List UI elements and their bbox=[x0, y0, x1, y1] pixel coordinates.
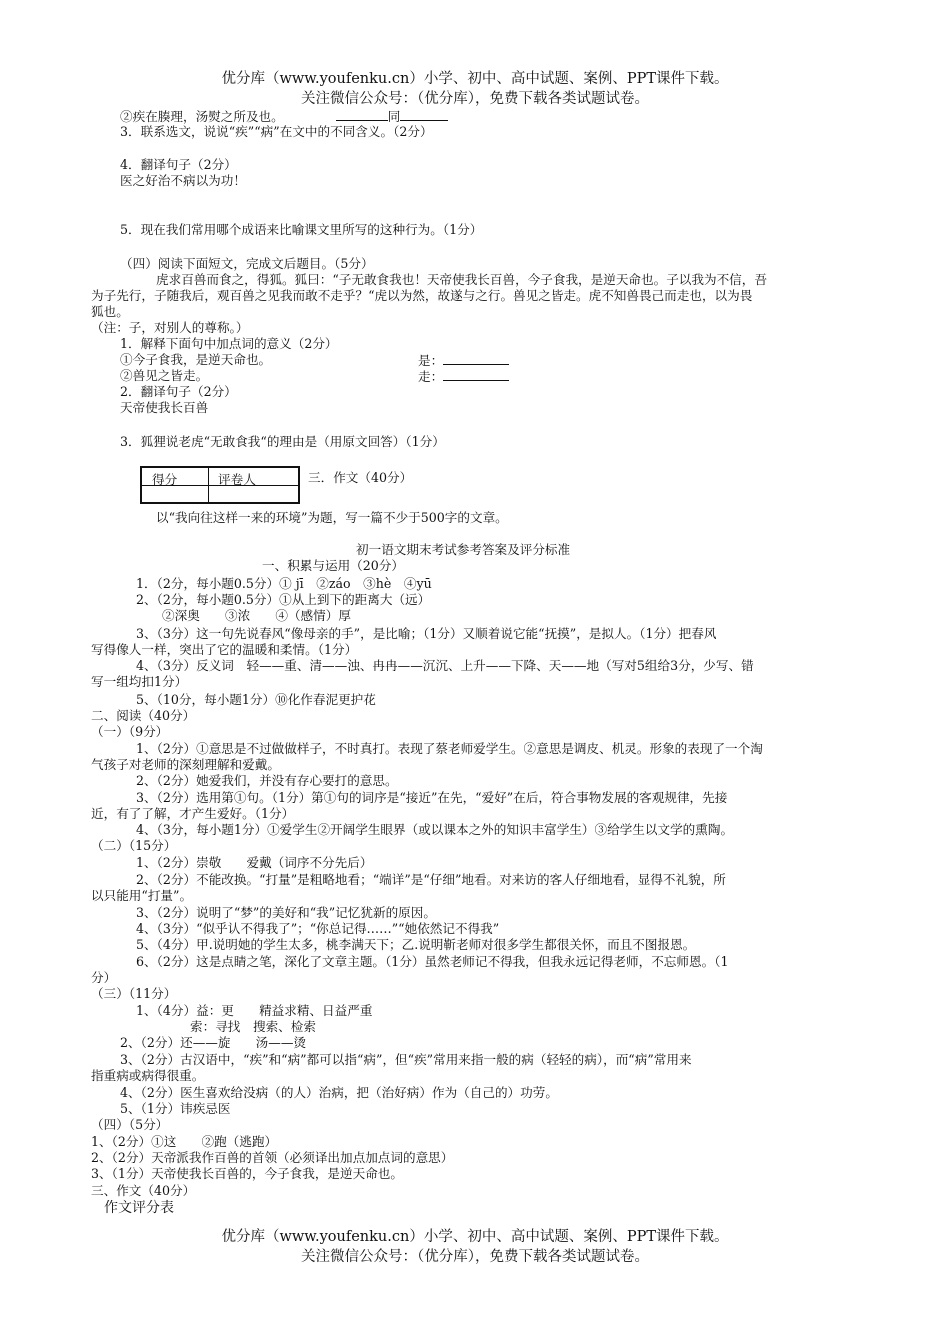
reading-4-2: 2、（2分）天帝派我作百兽的首领（必须译出加点加点词的意思） bbox=[91, 1150, 454, 1165]
q4-passage-line-1: 虎求百兽而食之，得狐。狐曰：“子无敢食我也！天帝使我长百兽，今子食我，是逆天命也。子以我为不信，吾 bbox=[156, 272, 767, 287]
q4-sub2-sentence: 天帝使我长百兽 bbox=[120, 400, 209, 415]
table-divider bbox=[208, 468, 209, 502]
reading-2-4: 4、（3分）“似乎认不得我了”；“你总记得……”“她依然记不得我” bbox=[136, 921, 500, 936]
reading-3-1a: 1、（4分）益：更 精益求精、日益严重 bbox=[136, 1003, 373, 1018]
reading-1-3a: 3、（2分）选用第①句。（1分）第①句的词序是“接近”在先，“爱好”在后，符合事物发展的客观规律，先接 bbox=[136, 790, 728, 805]
q4-sub3-title: 3．狐狸说老虎“无敢食我“的理由是（用原文回答）（1分） bbox=[120, 434, 445, 449]
reading-4-title: （四）（5分） bbox=[91, 1117, 169, 1132]
answer-blank[interactable] bbox=[336, 108, 388, 121]
answer-1-1: 1．（2分，每小题0.5分）① jī ②záo ③hè ④yū bbox=[136, 576, 432, 591]
reading-3-1b: 索：寻找 搜索、检索 bbox=[190, 1019, 316, 1034]
score-table bbox=[140, 466, 300, 504]
answer-blank[interactable] bbox=[443, 368, 509, 381]
q3-question-4-sentence: 医之好治不病以为功！ bbox=[120, 173, 246, 188]
grader-column-header: 评卷人 bbox=[218, 472, 256, 487]
q3-item-2-text: ②疾在腠理，汤熨之所及也。 bbox=[120, 109, 284, 124]
q3-question-5: 5．现在我们常用哪个成语来比喻课文里所写的这种行为。（1分） bbox=[120, 222, 483, 237]
reading-1-1b: 气孩子对老师的深刻理解和爱戴。 bbox=[91, 757, 280, 772]
answer-1-5: 5、（10分，每小题1分）⑩化作春泥更护花 bbox=[136, 692, 376, 707]
answer-1-4b: 写一组均扣1分） bbox=[91, 674, 188, 689]
q4-sub2-title: 2．翻译句子（2分） bbox=[120, 384, 237, 399]
essay-score-table-title: 作文评分表 bbox=[104, 1200, 174, 1216]
answer-blank[interactable] bbox=[400, 108, 448, 121]
answer-1-3a: 3、（3分）这一句先说春风“像母亲的手”，是比喻；（1分）又顺着说它能“抚摸”，是拟人。（1分）把春风 bbox=[136, 626, 717, 641]
reading-1-4: 4、（3分，每小题1分）①爱学生②开阔学生眼界（或以课本之外的知识丰富学生）③给学生以文学的熏陶。 bbox=[136, 822, 734, 837]
essay-prompt: 以“我向往这样一来的环境”为题，写一篇不少于500字的文章。 bbox=[156, 510, 508, 525]
q3-item-2 bbox=[120, 108, 448, 125]
q4-sub1-b-word: 走： bbox=[418, 369, 444, 384]
q3-item-2-same: 同 bbox=[387, 109, 401, 124]
reading-3-2: 2、（2分）还——旋 汤——烫 bbox=[120, 1035, 307, 1050]
reading-4-3: 3、（1分）天帝使我长百兽的，今子食我，是逆天命也。 bbox=[91, 1166, 403, 1181]
q4-passage-line-2: 为子先行，子随我后，观百兽之见我而敢不走乎？“虎以为然，故遂与之行。兽见之皆走。虎不知兽畏己而走也，以为畏 bbox=[91, 288, 753, 303]
reading-1-1a: 1、（2分）①意思是不过做做样子，不时真打。表现了蔡老师爱学生。②意思是调皮、机灵。形象的表现了一个淘 bbox=[136, 741, 763, 756]
reading-1-2: 2、（2分）她爱我们，并没有存心要打的意思。 bbox=[136, 773, 398, 788]
answers-part2-title: 二、阅读（40分） bbox=[91, 708, 196, 723]
answer-1-4a: 4、（3分）反义词 轻——重、清——浊、冉冉——沉沉、上升——下降、天——地（写对5组给3分，少写、错 bbox=[136, 658, 754, 673]
reading-3-4: 4、（2分）医生喜欢给没病（的人）治病，把（治好病）作为（自己的）功劳。 bbox=[120, 1085, 558, 1100]
answer-1-3b: 写得像人一样，突出了它的温暖和柔情。（1分） bbox=[91, 642, 358, 657]
answer-1-2: 2、（2分，每小题0.5分）①从上到下的距离大（远） bbox=[136, 592, 431, 607]
answers-part3-title: 三、作文（40分） bbox=[91, 1183, 196, 1198]
score-column-header: 得分 bbox=[152, 472, 178, 487]
header-line-2: 关注微信公众号：（优分库），免费下载各类试题试卷。 bbox=[301, 91, 649, 107]
reading-4-1: 1、（2分）①这 ②跑（逃跑） bbox=[91, 1134, 278, 1149]
reading-2-6b: 分） bbox=[91, 970, 117, 985]
essay-title: 三．作文（40分） bbox=[308, 470, 413, 485]
reading-2-2b: 以只能用“打量”。 bbox=[91, 888, 193, 903]
q4-sub1-b: ②兽见之皆走。 bbox=[120, 368, 209, 383]
q3-question-3: 3．联系选文，说说“疾”“病”在文中的不同含义。（2分） bbox=[120, 124, 433, 139]
q4-sub1-a: ①今子食我，是逆天命也。 bbox=[120, 352, 272, 367]
footer-line-1: 优分库（www.youfenku.cn）小学、初中、高中试题、案例、PPT课件下载。 bbox=[221, 1229, 729, 1245]
reading-1-title: （一）（9分） bbox=[91, 724, 169, 739]
q4-sub1-a-answer bbox=[418, 352, 509, 369]
reading-3-5: 5、（1分）讳疾忌医 bbox=[120, 1101, 231, 1116]
reading-2-1: 1、（2分）崇敬 爱戴（词序不分先后） bbox=[136, 855, 373, 870]
q4-sub1-title: 1．解释下面句中加点词的意义（2分） bbox=[120, 336, 338, 351]
q4-sub1-b-answer bbox=[418, 368, 509, 385]
reading-1-3b: 近，有了了解，才产生爱好。（1分） bbox=[91, 806, 295, 821]
reading-2-5: 5、（4分）甲.说明她的学生太多，桃李满天下；乙.说明靳老师对很多学生都很关怀，而且不图报恩。 bbox=[136, 937, 696, 952]
q4-sub1-a-word: 是： bbox=[418, 353, 444, 368]
q4-title: （四）阅读下面短文，完成文后题目。（5分） bbox=[120, 256, 374, 271]
answer-blank[interactable] bbox=[443, 352, 509, 365]
answers-part1-title: 一、积累与运用（20分） bbox=[262, 558, 404, 573]
reading-3-title: （三）（11分） bbox=[91, 986, 177, 1001]
footer-line-2: 关注微信公众号：（优分库），免费下载各类试题试卷。 bbox=[301, 1249, 649, 1265]
q4-passage-line-3: 狐也。 bbox=[91, 304, 129, 319]
reading-3-3a: 3、（2分）古汉语中，“疾”和“病”都可以指“病”，但“疾”常用来指一般的病（轻轻的病），而“病”常用来 bbox=[120, 1052, 692, 1067]
q4-note: （注：子，对别人的尊称。） bbox=[91, 320, 249, 335]
answer-1-2b: ②深奥 ③浓 ④（感情）厚 bbox=[162, 608, 351, 623]
reading-2-title: （二）（15分） bbox=[91, 838, 177, 853]
header-line-1: 优分库（www.youfenku.cn）小学、初中、高中试题、案例、PPT课件下载。 bbox=[221, 71, 729, 87]
reading-2-2a: 2、（2分）不能改换。“打量”是粗略地看；“端详”是“仔细”地看。对来访的客人仔细地看，显得不礼貌，所 bbox=[136, 872, 726, 887]
answers-title: 初一语文期末考试参考答案及评分标准 bbox=[356, 542, 571, 557]
q3-question-4-title: 4．翻译句子（2分） bbox=[120, 157, 237, 172]
reading-2-6a: 6、（2分）这是点睛之笔，深化了文章主题。（1分）虽然老师记不得我，但我永远记得老师，不忘师恩。（1 bbox=[136, 954, 729, 969]
reading-2-3: 3、（2分）说明了“梦”的美好和“我”记忆犹新的原因。 bbox=[136, 905, 436, 920]
reading-3-3b: 指重病或病得很重。 bbox=[91, 1068, 205, 1083]
